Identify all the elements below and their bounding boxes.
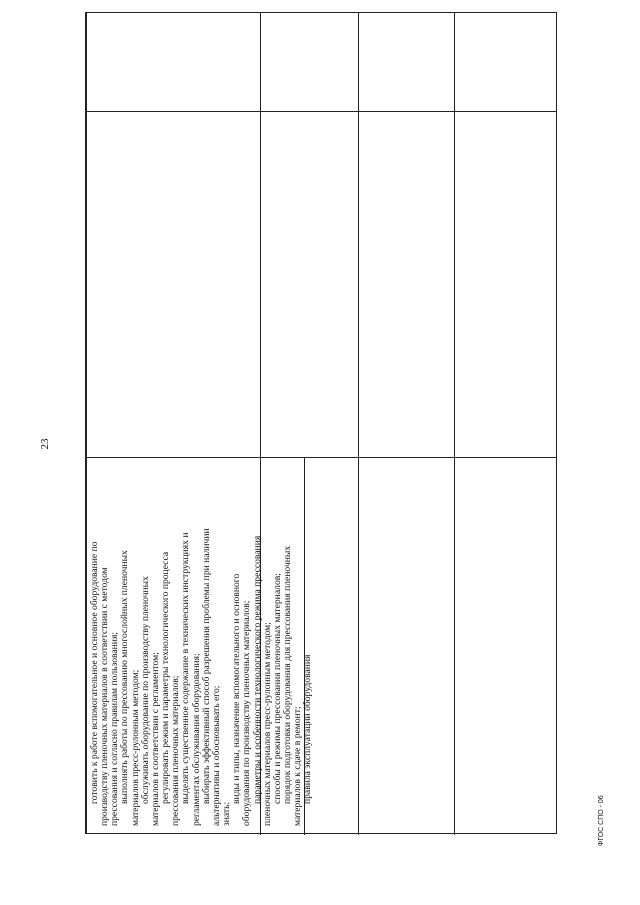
page-number: 23 <box>39 438 51 450</box>
curriculum-table <box>85 12 557 834</box>
knowledge-line: виды и типы, назначение вспомогательного и основного оборудования по производству пленочных материалов; <box>231 573 253 826</box>
knowledge-line: правила эксплуатации оборудования <box>302 654 314 804</box>
knowledge-line: порядок подготовки оборудования для прессования пленочных материалов к сдаче в ремонт; <box>281 545 304 826</box>
knowledge-line: способы и режимы прессования пленочных материалов; <box>271 573 283 804</box>
knowledge-heading: знать: <box>221 801 233 826</box>
table-row-divider <box>86 111 556 112</box>
competency-line: обслуживать оборудование по производству пленочных материалов в соответствии с регламентом; <box>139 576 161 826</box>
competency-line: готовить к работе вспомогательное и основное оборудование по производству пленочных материалов в соответствии с методом прессования и согласно правилам пользования; <box>89 541 121 826</box>
footer-code: ФГОС СПО - 06 <box>598 795 605 846</box>
table-row-divider <box>86 457 556 458</box>
competency-line: регулировать режим и параметры технологического процесса прессования пленочных материалов; <box>160 551 182 826</box>
competency-line: выбирать эффективный способ разрешения проблемы при наличии альтернативы и обосновывать его; <box>200 528 222 826</box>
competency-text-cell <box>88 524 558 830</box>
competency-line: выполнять работы по прессованию многослойных пленочных материалов пресс-рулонным методом; <box>119 550 141 826</box>
table-col-divider <box>86 13 87 833</box>
knowledge-line: параметры и особенности технологического режима прессования пленочных материалов пресс-рулонным методом; <box>251 535 273 826</box>
competency-line: выделять существенное содержание в технических инструкциях и регламентах обслуживания оборудования; <box>180 532 202 826</box>
